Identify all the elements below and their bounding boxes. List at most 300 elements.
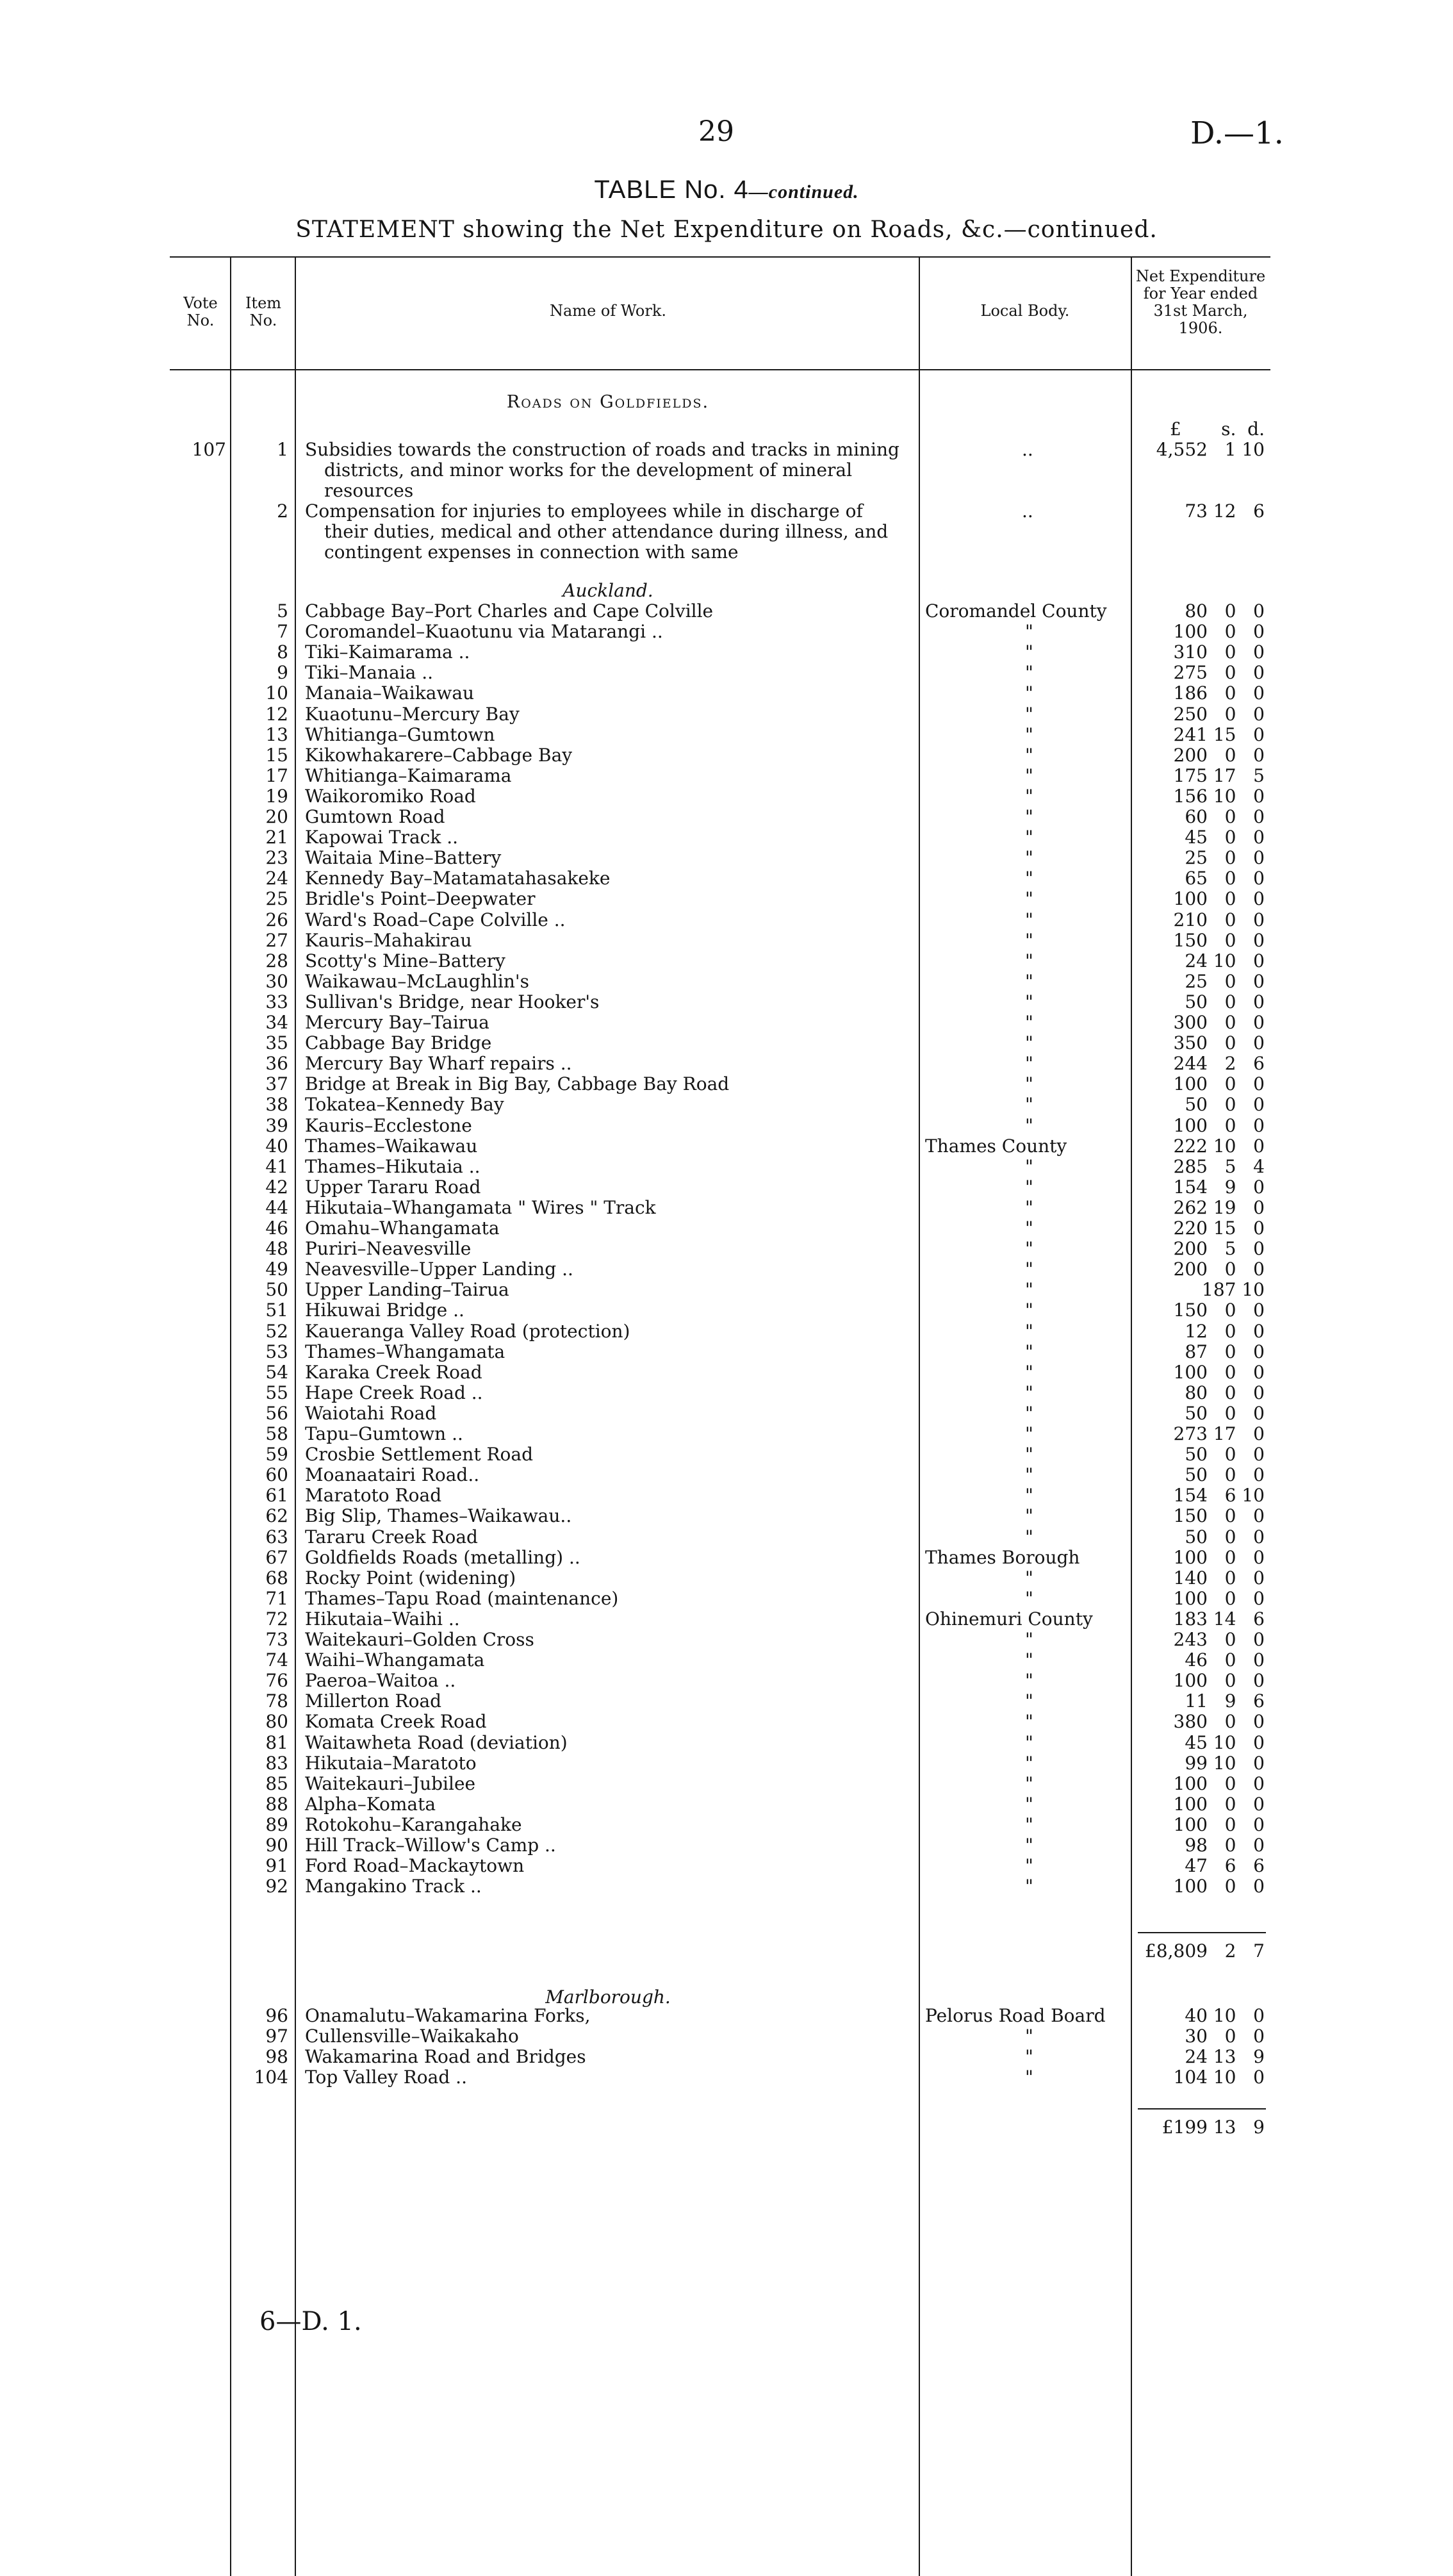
local-body: ": [1025, 909, 1033, 930]
work-name: Bridle's Point–Deepwater: [305, 888, 536, 910]
item-number: 96: [265, 2005, 288, 2026]
work-name: Kikowhakarere–Cabbage Bay: [305, 744, 573, 766]
table-row: [0, 1527, 1453, 1548]
amount: 187 10: [1202, 1279, 1265, 1301]
item-number: 2: [277, 500, 288, 522]
amount: 154 6 10: [1173, 1485, 1265, 1507]
local-body: ": [1025, 806, 1033, 827]
local-body: ": [1025, 1382, 1033, 1403]
item-number: 10: [265, 682, 288, 704]
table-subtitle: STATEMENT showing the Net Expenditure on Roads, &c.—continued.: [295, 217, 1158, 243]
local-body: ": [1025, 1772, 1033, 1794]
local-body: Pelorus Road Board: [925, 2005, 1106, 2026]
amount: 50 0 0: [1185, 1444, 1265, 1466]
table-row: [0, 766, 1453, 786]
table-title-continued: —continued.: [748, 181, 859, 202]
local-body: ": [1025, 785, 1033, 807]
work-name: Hikutaia–Maratoto: [305, 1752, 477, 1774]
amount: 300 0 0: [1173, 1012, 1265, 1033]
item-number: 39: [265, 1114, 288, 1136]
work-name: Mercury Bay–Tairua: [305, 1012, 489, 1033]
amount: 50 0 0: [1185, 1094, 1265, 1116]
amount: 80 0 0: [1185, 1382, 1265, 1403]
local-body: ": [1025, 868, 1033, 889]
item-number: 58: [265, 1423, 288, 1444]
item-number: 33: [265, 991, 288, 1012]
local-body: ": [1025, 1813, 1033, 1835]
amount: 200 5 0: [1173, 1238, 1265, 1260]
work-description: [305, 440, 907, 501]
work-name: Omahu–Whangamata: [305, 1218, 500, 1239]
amount: 380 0 0: [1173, 1711, 1265, 1733]
table-row: [0, 1383, 1453, 1403]
work-name: Hikuwai Bridge ..: [305, 1300, 464, 1321]
table-title: [0, 176, 1453, 204]
work-name: Kennedy Bay–Matamatahasakeke: [305, 868, 611, 889]
local-body: Ohinemuri County: [925, 1608, 1093, 1630]
local-body: ..: [1022, 500, 1033, 522]
amount: 47 6 6: [1185, 1855, 1265, 1877]
table-row: [0, 971, 1453, 992]
work-name: Tiki–Kaimarama ..: [305, 641, 470, 663]
amount: 150 0 0: [1173, 1505, 1265, 1527]
table-row: [0, 1835, 1453, 1856]
table-row: [0, 1116, 1453, 1136]
local-body: ": [1025, 641, 1033, 663]
work-name: Hill Track–Willow's Camp ..: [305, 1835, 556, 1856]
amount: 50 0 0: [1185, 1402, 1265, 1424]
local-body: ": [1025, 1793, 1033, 1815]
work-name: Cabbage Bay Bridge: [305, 1032, 492, 1054]
item-number: 72: [265, 1608, 288, 1630]
amount: 25 0 0: [1185, 970, 1265, 992]
item-number: 52: [265, 1320, 288, 1342]
local-body: ": [1025, 744, 1033, 766]
table-row: [0, 1012, 1453, 1033]
amount: 200 0 0: [1173, 744, 1265, 766]
amount: 100 0 0: [1173, 1073, 1265, 1095]
work-name: Alpha–Komata: [305, 1793, 436, 1815]
local-body: ": [1025, 1567, 1033, 1589]
local-body: ": [1025, 2067, 1033, 2088]
work-name: Maratoto Road: [305, 1485, 442, 1507]
local-body: ": [1025, 888, 1033, 910]
work-name: Manaia–Waikawau: [305, 682, 475, 704]
table-row: [0, 745, 1453, 766]
item-number: 56: [265, 1402, 288, 1424]
table-row: [0, 2006, 1453, 2026]
local-body: ": [1025, 682, 1033, 704]
work-name: Kauris–Mahakirau: [305, 929, 472, 951]
item-number: 36: [265, 1053, 288, 1075]
item-number: 88: [265, 1793, 288, 1815]
item-number: 85: [265, 1772, 288, 1794]
item-number: 55: [265, 1382, 288, 1403]
table-row: [0, 1465, 1453, 1485]
work-name: Waitaia Mine–Battery: [305, 847, 502, 869]
item-number: 25: [265, 888, 288, 910]
local-body: ": [1025, 929, 1033, 951]
local-body: ": [1025, 723, 1033, 745]
work-name: Waikawau–McLaughlin's: [305, 970, 529, 992]
amount: 100 0 0: [1173, 1876, 1265, 1897]
item-number: 62: [265, 1505, 288, 1527]
table-row: [0, 1444, 1453, 1465]
local-body: ": [1025, 1423, 1033, 1444]
work-name: Crosbie Settlement Road: [305, 1444, 534, 1466]
work-name: Tiki–Manaia ..: [305, 662, 433, 684]
table-row: [0, 1568, 1453, 1589]
work-name: Tapu–Gumtown ..: [305, 1423, 463, 1444]
work-name: Neavesville–Upper Landing ..: [305, 1259, 573, 1280]
item-number: 81: [265, 1731, 288, 1753]
local-body: Thames County: [925, 1135, 1067, 1157]
work-name: Wakamarina Road and Bridges: [305, 2046, 586, 2068]
work-name: Kapowai Track ..: [305, 827, 459, 848]
work-name: Whitianga–Gumtown: [305, 723, 495, 745]
local-body: ": [1025, 1876, 1033, 1897]
item-number: 97: [265, 2026, 288, 2047]
work-name: Thames–Hikutaia ..: [305, 1155, 480, 1177]
table-row: [0, 1774, 1453, 1794]
amount: 65 0 0: [1185, 868, 1265, 889]
description-line: contingent expenses in connection with same: [324, 541, 739, 563]
header-net-expenditure: Net Expenditure for Year ended 31st March, 1906.: [1135, 267, 1266, 337]
item-number: 80: [265, 1711, 288, 1733]
local-body: ": [1025, 1361, 1033, 1383]
description-line: districts, and minor works for the development of mineral: [324, 459, 853, 481]
amount: 243 0 0: [1173, 1629, 1265, 1650]
table-row: [0, 1485, 1453, 1506]
work-name: Kauris–Ecclestone: [305, 1114, 472, 1136]
table-row: [0, 1239, 1453, 1259]
item-number: 49: [265, 1259, 288, 1280]
local-body: ": [1025, 662, 1033, 684]
work-name: Onamalutu–Wakamarina Forks,: [305, 2005, 591, 2026]
work-name: Mangakino Track ..: [305, 1876, 482, 1897]
amount: 100 0 0: [1173, 1114, 1265, 1136]
work-name: Thames–Tapu Road (maintenance): [305, 1587, 619, 1609]
work-name: Coromandel–Kuaotunu via Matarangi ..: [305, 621, 663, 643]
amount: 50 0 0: [1185, 1526, 1265, 1548]
local-body: ": [1025, 827, 1033, 848]
currency-header: £ s. d.: [1169, 418, 1265, 440]
description-line: Compensation for injuries to employees while in discharge of: [305, 500, 863, 522]
item-number: 17: [265, 764, 288, 786]
local-body: ": [1025, 703, 1033, 725]
item-number: 89: [265, 1813, 288, 1835]
amount: 12 0 0: [1185, 1320, 1265, 1342]
work-name: Komata Creek Road: [305, 1711, 487, 1733]
work-name: Cullensville–Waikakaho: [305, 2026, 519, 2047]
local-body: ": [1025, 764, 1033, 786]
work-name: Waihi–Whangamata: [305, 1649, 485, 1671]
item-number: 46: [265, 1218, 288, 1239]
item-number: 90: [265, 1835, 288, 1856]
description-line: Subsidies towards the construction of roads and tracks in mining: [305, 439, 899, 460]
table-row: [0, 601, 1453, 622]
region-heading-marlborough: Marlborough.: [545, 1986, 671, 2008]
local-body: Thames Borough: [925, 1546, 1080, 1568]
table-row: [0, 1177, 1453, 1198]
work-name: Rotokohu–Karangahake: [305, 1813, 522, 1835]
table-row: [0, 848, 1453, 868]
table-row: [0, 663, 1453, 683]
table-row: [0, 1712, 1453, 1732]
local-body: ": [1025, 970, 1033, 992]
work-name: Bridge at Break in Big Bay, Cabbage Bay Road: [305, 1073, 730, 1095]
local-body: ": [1025, 1341, 1033, 1362]
work-name: Moanaatairi Road..: [305, 1464, 480, 1486]
amount: 80 0 0: [1185, 600, 1265, 622]
work-name: Ford Road–Mackaytown: [305, 1855, 525, 1877]
table-row: [0, 1733, 1453, 1753]
item-number: 74: [265, 1649, 288, 1671]
work-name: Waitekauri–Golden Cross: [305, 1629, 534, 1650]
item-number: 5: [277, 600, 288, 622]
table-row: [0, 1218, 1453, 1239]
work-name: Whitianga–Kaimarama: [305, 764, 512, 786]
local-body: ": [1025, 621, 1033, 643]
amount: 285 5 4: [1173, 1155, 1265, 1177]
work-name: Tokatea–Kennedy Bay: [305, 1094, 504, 1116]
vote-number: 107: [192, 439, 226, 460]
work-name: Tararu Creek Road: [305, 1526, 478, 1548]
item-number: 54: [265, 1361, 288, 1383]
amount: 210 0 0: [1173, 909, 1265, 930]
currency-row: [0, 419, 1453, 440]
page-footer: 6—D. 1.: [259, 2307, 362, 2336]
header-local-body: Local Body.: [980, 302, 1070, 320]
table-row: [0, 1794, 1453, 1815]
local-body: ": [1025, 1752, 1033, 1774]
local-body: ": [1025, 1649, 1033, 1671]
local-body: ": [1025, 1218, 1033, 1239]
item-number: 78: [265, 1690, 288, 1712]
local-body: ": [1025, 1587, 1033, 1609]
amount: 100 0 0: [1173, 1772, 1265, 1794]
table-row: [0, 1691, 1453, 1712]
table-row: [0, 1280, 1453, 1300]
work-description: [305, 501, 907, 563]
table-row: [0, 1033, 1453, 1053]
work-name: Waiotahi Road: [305, 1402, 437, 1424]
work-name: Rocky Point (widening): [305, 1567, 516, 1589]
amount: 156 10 0: [1173, 785, 1265, 807]
amount: 140 0 0: [1173, 1567, 1265, 1589]
local-body: ": [1025, 2026, 1033, 2047]
table-row: [0, 1053, 1453, 1074]
amount: 50 0 0: [1185, 1464, 1265, 1486]
work-name: Thames–Waikawau: [305, 1135, 478, 1157]
work-name: Waitawheta Road (deviation): [305, 1731, 568, 1753]
item-number: 91: [265, 1855, 288, 1877]
local-body: ": [1025, 1114, 1033, 1136]
work-name: Hape Creek Road ..: [305, 1382, 483, 1403]
table-row: [0, 827, 1453, 848]
amount: 40 10 0: [1185, 2005, 1265, 2026]
amount: 24 10 0: [1185, 950, 1265, 971]
amount: 30 0 0: [1185, 2026, 1265, 2047]
amount: 186 0 0: [1173, 682, 1265, 704]
amount: 50 0 0: [1185, 991, 1265, 1012]
local-body: ": [1025, 1279, 1033, 1301]
local-body: ": [1025, 1505, 1033, 1527]
table-row: [0, 1589, 1453, 1609]
work-name: Paeroa–Waitoa ..: [305, 1670, 456, 1692]
work-name: Waitekauri–Jubilee: [305, 1772, 476, 1794]
local-body: ": [1025, 1259, 1033, 1280]
document-reference: D.—1.: [1190, 115, 1284, 151]
amount: 100 0 0: [1173, 1793, 1265, 1815]
item-number: 53: [265, 1341, 288, 1362]
item-number: 42: [265, 1176, 288, 1198]
table-row: [0, 1403, 1453, 1424]
local-body: ": [1025, 1032, 1033, 1054]
item-number: 7: [277, 621, 288, 643]
header-item: Item No.: [245, 294, 282, 329]
local-body: ": [1025, 1238, 1033, 1260]
amount: 46 0 0: [1185, 1649, 1265, 1671]
table-row: [0, 930, 1453, 951]
table-row: [0, 1630, 1453, 1650]
local-body: ": [1025, 1711, 1033, 1733]
amount: 11 9 6: [1185, 1690, 1265, 1712]
work-name: Sullivan's Bridge, near Hooker's: [305, 991, 600, 1012]
table-row: [0, 868, 1453, 889]
amount: 100 0 0: [1173, 888, 1265, 910]
amount: 100 0 0: [1173, 1546, 1265, 1568]
header-vote: Vote No.: [183, 294, 218, 329]
item-number: 24: [265, 868, 288, 889]
amount: 154 9 0: [1173, 1176, 1265, 1198]
amount: 150 0 0: [1173, 1300, 1265, 1321]
amount: 150 0 0: [1173, 929, 1265, 951]
work-name: Ward's Road–Cape Colville ..: [305, 909, 566, 930]
table-row: [0, 1362, 1453, 1383]
table-row: [0, 1094, 1453, 1115]
item-number: 73: [265, 1629, 288, 1650]
item-number: 83: [265, 1752, 288, 1774]
table-row: [0, 889, 1453, 909]
table-row: [0, 951, 1453, 971]
work-name: Millerton Road: [305, 1690, 442, 1712]
item-number: 23: [265, 847, 288, 869]
table-row: [0, 642, 1453, 663]
item-number: 60: [265, 1464, 288, 1486]
amount: 100 0 0: [1173, 621, 1265, 643]
item-number: 68: [265, 1567, 288, 1589]
item-number: 38: [265, 1094, 288, 1116]
table-row: [0, 1074, 1453, 1094]
local-body: ": [1025, 1073, 1033, 1095]
table-row: [0, 1259, 1453, 1280]
amount: 45 0 0: [1185, 827, 1265, 848]
amount: 241 15 0: [1173, 723, 1265, 745]
item-number: 41: [265, 1155, 288, 1177]
item-number: 19: [265, 785, 288, 807]
header-bottom-rule: [170, 369, 1270, 370]
local-body: ": [1025, 1629, 1033, 1650]
table-row: [0, 1753, 1453, 1774]
work-name: Kuaotunu–Mercury Bay: [305, 703, 520, 725]
amount: 60 0 0: [1185, 806, 1265, 827]
work-name: Goldfields Roads (metalling) ..: [305, 1546, 580, 1568]
local-body: ": [1025, 1485, 1033, 1507]
local-body: ": [1025, 1690, 1033, 1712]
amount: 310 0 0: [1173, 641, 1265, 663]
table-row: [0, 2026, 1453, 2047]
local-body: ": [1025, 1300, 1033, 1321]
local-body: ": [1025, 1464, 1033, 1486]
item-number: 67: [265, 1546, 288, 1568]
amount: 200 0 0: [1173, 1259, 1265, 1280]
amount: 24 13 9: [1185, 2046, 1265, 2068]
table-row: [0, 1815, 1453, 1835]
work-name: Thames–Whangamata: [305, 1341, 505, 1362]
description-line: resources: [324, 480, 414, 501]
item-number: 63: [265, 1526, 288, 1548]
table-row: [0, 1671, 1453, 1691]
local-body: ": [1025, 847, 1033, 869]
item-number: 12: [265, 703, 288, 725]
item-number: 51: [265, 1300, 288, 1321]
header-top-rule: [170, 256, 1270, 258]
item-number: 1: [277, 439, 288, 460]
amount: 4,552 1 10: [1156, 439, 1265, 460]
local-body: ": [1025, 2046, 1033, 2068]
local-body: ": [1025, 1196, 1033, 1218]
table-row: [0, 1856, 1453, 1876]
item-number: 98: [265, 2046, 288, 2068]
work-name: Hikutaia–Waihi ..: [305, 1608, 460, 1630]
local-body: ": [1025, 1835, 1033, 1856]
amount: 25 0 0: [1185, 847, 1265, 869]
local-body: ": [1025, 1155, 1033, 1177]
table-row: [0, 622, 1453, 642]
local-body: ": [1025, 1012, 1033, 1033]
table-row: [0, 1342, 1453, 1362]
amount: 98 0 0: [1185, 1835, 1265, 1856]
amount: 104 10 0: [1173, 2067, 1265, 2088]
local-body: ": [1025, 950, 1033, 971]
local-body: ": [1025, 1731, 1033, 1753]
work-name: Upper Landing–Tairua: [305, 1279, 509, 1301]
item-number: 50: [265, 1279, 288, 1301]
item-number: 15: [265, 744, 288, 766]
work-name: Gumtown Road: [305, 806, 445, 827]
table-row: [0, 1876, 1453, 1897]
amount: 175 17 5: [1173, 764, 1265, 786]
local-body: Coromandel County: [925, 600, 1107, 622]
amount: 262 19 0: [1173, 1196, 1265, 1218]
amount: 275 0 0: [1173, 662, 1265, 684]
amount: 100 0 0: [1173, 1670, 1265, 1692]
amount: 73 12 6: [1185, 500, 1265, 522]
amount: 273 17 0: [1173, 1423, 1265, 1444]
table-row: [0, 1424, 1453, 1444]
item-number: 26: [265, 909, 288, 930]
amount: 100 0 0: [1173, 1587, 1265, 1609]
auckland-total-rule: [1138, 1932, 1266, 1933]
table-row: [0, 992, 1453, 1012]
local-body: ..: [1022, 439, 1033, 460]
description-line: their duties, medical and other attendance during illness, and: [324, 521, 889, 542]
amount: 183 14 6: [1173, 1608, 1265, 1630]
work-name: Mercury Bay Wharf repairs ..: [305, 1053, 572, 1075]
local-body: ": [1025, 1402, 1033, 1424]
table-title-text: TABLE No. 4: [594, 176, 749, 204]
